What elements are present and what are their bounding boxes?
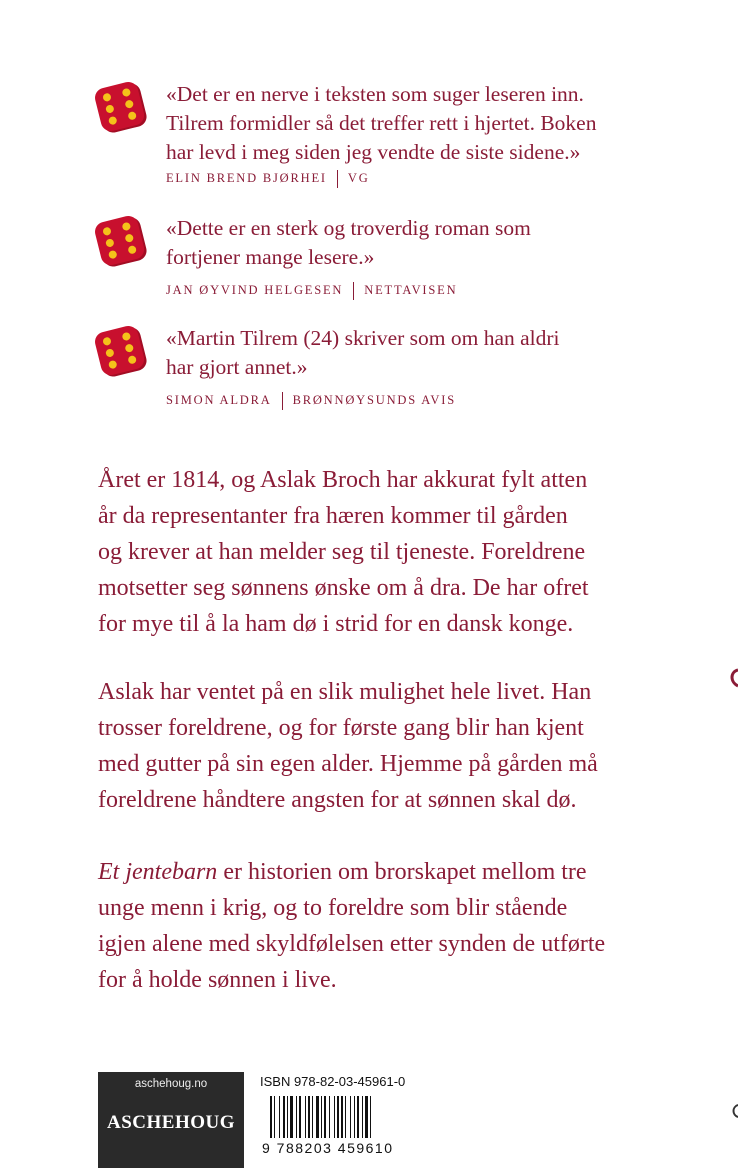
blurb-paragraph-2: Aslak har ventet på en slik mulighet hele livet. Han trosser foreldrene, og for første gang blir han kjent med gutter på sin egen alder. Hjemme på gården må foreldrene håndtere angsten for at sønnen skal dø.: [98, 679, 598, 813]
blurb-paragraph-1: Året er 1814, og Aslak Broch har akkurat fylt atten år da representanter fra hæren kommer til gården og krever at han melder seg til tjeneste. Foreldrene motsetter seg sønnens ønske om å dra. De har ofret for mye til å la ham dø i strid for en dansk konge.: [98, 467, 589, 637]
blurb: [98, 674, 638, 818]
review-attribution: [166, 170, 370, 188]
isbn-label: ISBN 978-82-03-45961-0: [260, 1074, 406, 1089]
reviewer-name: ELIN BREND BJØRHEI: [166, 170, 327, 185]
publisher-badge: [98, 1072, 244, 1168]
review-quote: «Dette er en sterk og troverdig roman som fortjener mange lesere.»: [166, 216, 531, 269]
review-attribution: [166, 392, 456, 410]
spine-ornament-icon: [732, 1104, 738, 1118]
review-source: VG: [347, 170, 370, 185]
dice-six-icon: [94, 214, 150, 270]
review-2: [94, 214, 694, 304]
review-3: [94, 324, 694, 414]
reviewer-name: JAN ØYVIND HELGESEN: [166, 282, 344, 297]
blurb-paragraph-3: [98, 854, 638, 998]
blurb: [98, 854, 638, 998]
spine-ornament-icon: [726, 668, 738, 688]
barcode-digits: 9 788203 459610: [262, 1140, 394, 1156]
blurb: [98, 462, 638, 642]
publisher-logo: ASCHEHOUG: [106, 1112, 236, 1133]
blurb-paragraph-3-text: er historien om brorskapet mellom tre unge menn i krig, og to foreldre som blir stående igjen alene med skyldfølelsen etter synden de utførte for å holde sønnen i live.: [98, 859, 606, 993]
review-quote: «Det er en nerve i teksten som suger leseren inn. Tilrem formidler så det treffer rett i hjertet. Boken har levd i meg siden jeg vendte de siste sidene.»: [166, 82, 597, 164]
review-source: BRØNNØYSUNDS AVIS: [292, 392, 456, 407]
publisher-url: aschehoug.no: [134, 1078, 208, 1090]
reviewer-name: SIMON ALDRA: [166, 392, 272, 407]
dice-six-icon: [94, 324, 150, 380]
review-source: NETTAVISEN: [364, 282, 458, 297]
review-attribution: [166, 282, 457, 300]
barcode-icon: [270, 1096, 418, 1138]
review-quote: «Martin Tilrem (24) skriver som om han aldri har gjort annet.»: [166, 326, 560, 379]
divider: [353, 282, 354, 300]
divider: [282, 392, 283, 410]
divider: [337, 170, 338, 188]
review-1: [94, 80, 694, 190]
dice-six-icon: [94, 80, 150, 136]
book-title: Et jentebarn: [98, 859, 218, 885]
